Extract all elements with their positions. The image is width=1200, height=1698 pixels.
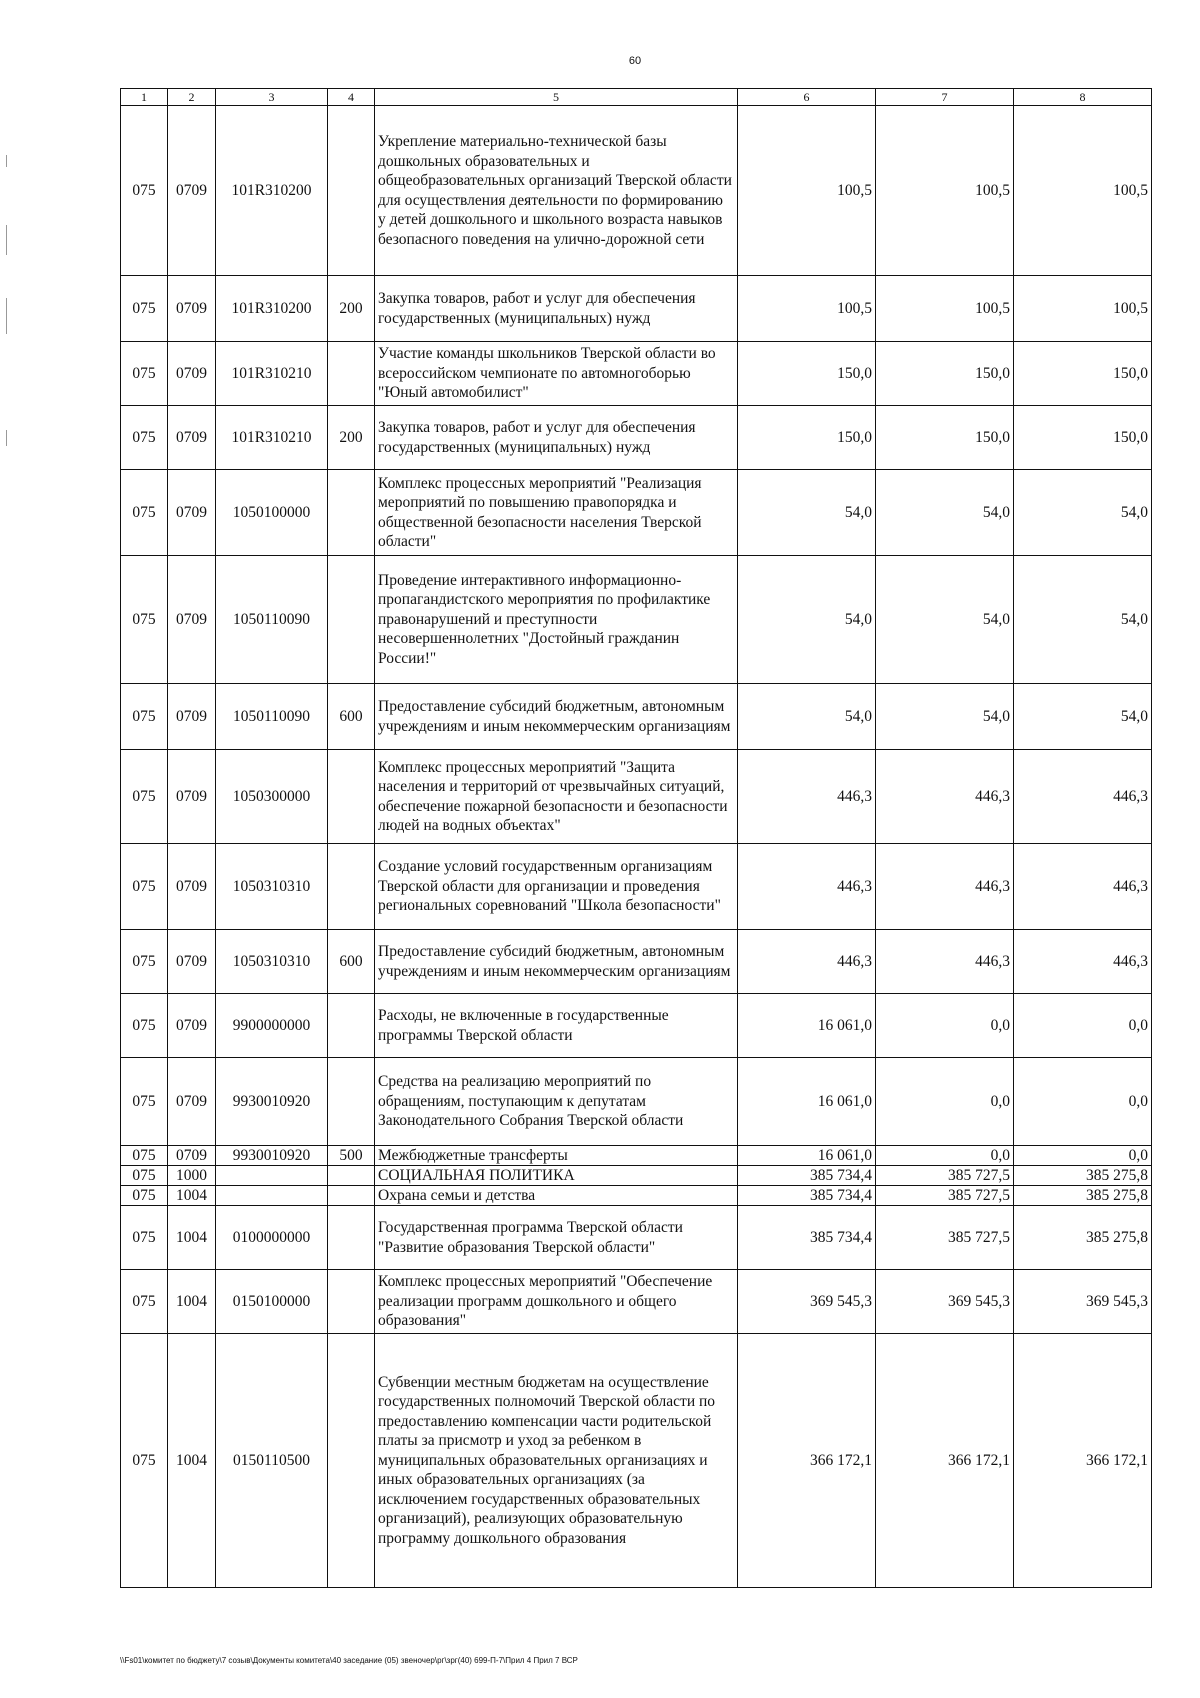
article-code bbox=[216, 1166, 328, 1186]
table-row bbox=[121, 1334, 1152, 1588]
section-code: 0709 bbox=[168, 342, 216, 406]
amount-year-3: 446,3 bbox=[1014, 750, 1152, 844]
table-row bbox=[121, 930, 1152, 994]
article-code: 1050310310 bbox=[216, 930, 328, 994]
amount-year-1: 100,5 bbox=[738, 106, 876, 276]
section-code: 0709 bbox=[168, 276, 216, 342]
expense-type-code bbox=[328, 994, 375, 1058]
article-code: 0150110500 bbox=[216, 1334, 328, 1588]
article-code: 1050110090 bbox=[216, 684, 328, 750]
column-header-2: 2 bbox=[168, 89, 216, 106]
column-number-row bbox=[121, 89, 1152, 106]
section-code: 0709 bbox=[168, 994, 216, 1058]
amount-year-1: 54,0 bbox=[738, 556, 876, 684]
expense-type-code bbox=[328, 1186, 375, 1206]
amount-year-1: 385 734,4 bbox=[738, 1186, 876, 1206]
section-code: 0709 bbox=[168, 556, 216, 684]
article-code: 9900000000 bbox=[216, 994, 328, 1058]
article-code: 101R310210 bbox=[216, 342, 328, 406]
amount-year-2: 446,3 bbox=[876, 844, 1014, 930]
row-name: Расходы, не включенные в государственные программы Тверской области bbox=[375, 994, 738, 1058]
amount-year-2: 100,5 bbox=[876, 276, 1014, 342]
amount-year-2: 446,3 bbox=[876, 930, 1014, 994]
amount-year-1: 16 061,0 bbox=[738, 1146, 876, 1166]
column-header-8: 8 bbox=[1014, 89, 1152, 106]
section-code: 0709 bbox=[168, 684, 216, 750]
amount-year-3: 446,3 bbox=[1014, 930, 1152, 994]
amount-year-3: 150,0 bbox=[1014, 406, 1152, 470]
section-code: 1004 bbox=[168, 1334, 216, 1588]
expense-type-code: 200 bbox=[328, 276, 375, 342]
ved-code: 075 bbox=[121, 930, 168, 994]
section-code: 1004 bbox=[168, 1206, 216, 1270]
article-code: 101R310200 bbox=[216, 106, 328, 276]
article-code: 9930010920 bbox=[216, 1058, 328, 1146]
row-name: Субвенции местным бюджетам на осуществление государственных полномочий Тверской области по предоставлению компенсации части родительской платы за присмотр и уход за ребенком в муниципальных образовательных организациях и иных образовательных организациях (за исключением государственных образовательных организаций), реализующих образовательную программу дошкольного образования bbox=[375, 1334, 738, 1588]
amount-year-2: 446,3 bbox=[876, 750, 1014, 844]
row-name: Комплекс процессных мероприятий "Обеспечение реализации программ дошкольного и общего образования" bbox=[375, 1270, 738, 1334]
table-row bbox=[121, 406, 1152, 470]
column-header-1: 1 bbox=[121, 89, 168, 106]
section-code: 0709 bbox=[168, 106, 216, 276]
row-name: Межбюджетные трансферты bbox=[375, 1146, 738, 1166]
amount-year-1: 446,3 bbox=[738, 844, 876, 930]
amount-year-1: 54,0 bbox=[738, 684, 876, 750]
article-code: 1050310310 bbox=[216, 844, 328, 930]
ved-code: 075 bbox=[121, 1186, 168, 1206]
section-code: 0709 bbox=[168, 930, 216, 994]
amount-year-2: 150,0 bbox=[876, 406, 1014, 470]
row-name: Предоставление субсидий бюджетным, автономным учреждениям и иным некоммерческим организациям bbox=[375, 684, 738, 750]
amount-year-2: 0,0 bbox=[876, 994, 1014, 1058]
expense-type-code bbox=[328, 470, 375, 556]
amount-year-2: 0,0 bbox=[876, 1146, 1014, 1166]
article-code: 0150100000 bbox=[216, 1270, 328, 1334]
amount-year-2: 369 545,3 bbox=[876, 1270, 1014, 1334]
article-code: 1050300000 bbox=[216, 750, 328, 844]
amount-year-3: 385 275,8 bbox=[1014, 1166, 1152, 1186]
section-code: 1000 bbox=[168, 1166, 216, 1186]
ved-code: 075 bbox=[121, 1166, 168, 1186]
amount-year-1: 385 734,4 bbox=[738, 1206, 876, 1270]
amount-year-1: 369 545,3 bbox=[738, 1270, 876, 1334]
ved-code: 075 bbox=[121, 342, 168, 406]
table-row bbox=[121, 342, 1152, 406]
expense-type-code bbox=[328, 1166, 375, 1186]
scan-margin-mark bbox=[6, 298, 7, 334]
amount-year-1: 150,0 bbox=[738, 406, 876, 470]
ved-code: 075 bbox=[121, 1270, 168, 1334]
ved-code: 075 bbox=[121, 994, 168, 1058]
amount-year-1: 366 172,1 bbox=[738, 1334, 876, 1588]
section-code: 0709 bbox=[168, 470, 216, 556]
scan-margin-mark bbox=[6, 430, 7, 446]
amount-year-2: 385 727,5 bbox=[876, 1186, 1014, 1206]
amount-year-3: 369 545,3 bbox=[1014, 1270, 1152, 1334]
footer-file-path: \\Fs01\комитет по бюджету\7 созыв\Документы комитета\40 заседание (05) звеночер\рг\зрг(40) 699-П-7\Прил 4 Прил 7 ВСР bbox=[120, 1656, 578, 1665]
row-name: Закупка товаров, работ и услуг для обеспечения государственных (муниципальных) нужд bbox=[375, 276, 738, 342]
column-header-4: 4 bbox=[328, 89, 375, 106]
ved-code: 075 bbox=[121, 1206, 168, 1270]
article-code bbox=[216, 1186, 328, 1206]
article-code: 101R310210 bbox=[216, 406, 328, 470]
table-row bbox=[121, 1206, 1152, 1270]
expense-type-code bbox=[328, 106, 375, 276]
expense-type-code: 200 bbox=[328, 406, 375, 470]
table-row bbox=[121, 556, 1152, 684]
section-code: 0709 bbox=[168, 1146, 216, 1166]
ved-code: 075 bbox=[121, 1334, 168, 1588]
section-code: 1004 bbox=[168, 1186, 216, 1206]
amount-year-3: 0,0 bbox=[1014, 994, 1152, 1058]
table-row bbox=[121, 1146, 1152, 1166]
column-header-7: 7 bbox=[876, 89, 1014, 106]
amount-year-3: 446,3 bbox=[1014, 844, 1152, 930]
amount-year-1: 16 061,0 bbox=[738, 1058, 876, 1146]
ved-code: 075 bbox=[121, 684, 168, 750]
section-code: 0709 bbox=[168, 844, 216, 930]
table-row bbox=[121, 994, 1152, 1058]
amount-year-3: 385 275,8 bbox=[1014, 1206, 1152, 1270]
table-row bbox=[121, 1186, 1152, 1206]
expense-type-code bbox=[328, 1334, 375, 1588]
column-header-3: 3 bbox=[216, 89, 328, 106]
amount-year-3: 100,5 bbox=[1014, 106, 1152, 276]
ved-code: 075 bbox=[121, 1058, 168, 1146]
amount-year-2: 100,5 bbox=[876, 106, 1014, 276]
amount-year-3: 150,0 bbox=[1014, 342, 1152, 406]
amount-year-3: 366 172,1 bbox=[1014, 1334, 1152, 1588]
table-row bbox=[121, 1166, 1152, 1186]
table-row bbox=[121, 1058, 1152, 1146]
row-name: Проведение интерактивного информационно-пропагандистского мероприятия по профилактике правонарушений и преступности несовершеннолетних "Достойный гражданин России!" bbox=[375, 556, 738, 684]
expense-type-code bbox=[328, 342, 375, 406]
amount-year-3: 54,0 bbox=[1014, 556, 1152, 684]
row-name: Укрепление материально-технической базы дошкольных образовательных и общеобразовательных организаций Тверской области для осуществления деятельности по формированию у детей дошкольного и школьного возраста навыков безопасного поведения на улично-дорожной сети bbox=[375, 106, 738, 276]
amount-year-1: 446,3 bbox=[738, 750, 876, 844]
section-code: 0709 bbox=[168, 406, 216, 470]
scan-margin-mark bbox=[6, 155, 7, 167]
expense-type-code: 500 bbox=[328, 1146, 375, 1166]
section-code: 0709 bbox=[168, 1058, 216, 1146]
ved-code: 075 bbox=[121, 750, 168, 844]
amount-year-1: 100,5 bbox=[738, 276, 876, 342]
amount-year-3: 54,0 bbox=[1014, 684, 1152, 750]
table-row bbox=[121, 750, 1152, 844]
article-code: 101R310200 bbox=[216, 276, 328, 342]
table-row bbox=[121, 1270, 1152, 1334]
amount-year-1: 54,0 bbox=[738, 470, 876, 556]
scan-margin-mark bbox=[6, 225, 7, 255]
expense-type-code: 600 bbox=[328, 684, 375, 750]
expense-type-code: 600 bbox=[328, 930, 375, 994]
amount-year-1: 16 061,0 bbox=[738, 994, 876, 1058]
amount-year-2: 150,0 bbox=[876, 342, 1014, 406]
section-code: 0709 bbox=[168, 750, 216, 844]
budget-table bbox=[120, 88, 1152, 1588]
table-row bbox=[121, 106, 1152, 276]
expense-type-code bbox=[328, 1206, 375, 1270]
row-name: Закупка товаров, работ и услуг для обеспечения государственных (муниципальных) нужд bbox=[375, 406, 738, 470]
row-name: Средства на реализацию мероприятий по обращениям, поступающим к депутатам Законодательного Собрания Тверской области bbox=[375, 1058, 738, 1146]
ved-code: 075 bbox=[121, 844, 168, 930]
amount-year-2: 54,0 bbox=[876, 684, 1014, 750]
amount-year-3: 100,5 bbox=[1014, 276, 1152, 342]
amount-year-1: 446,3 bbox=[738, 930, 876, 994]
ved-code: 075 bbox=[121, 1146, 168, 1166]
table-row bbox=[121, 684, 1152, 750]
amount-year-1: 150,0 bbox=[738, 342, 876, 406]
amount-year-2: 54,0 bbox=[876, 556, 1014, 684]
page-number: 60 bbox=[628, 55, 642, 67]
row-name: Комплекс процессных мероприятий "Реализация мероприятий по повышению правопорядка и общественной безопасности населения Тверской области" bbox=[375, 470, 738, 556]
amount-year-2: 0,0 bbox=[876, 1058, 1014, 1146]
ved-code: 075 bbox=[121, 556, 168, 684]
ved-code: 075 bbox=[121, 276, 168, 342]
expense-type-code bbox=[328, 1058, 375, 1146]
expense-type-code bbox=[328, 750, 375, 844]
row-name: СОЦИАЛЬНАЯ ПОЛИТИКА bbox=[375, 1166, 738, 1186]
ved-code: 075 bbox=[121, 406, 168, 470]
amount-year-3: 0,0 bbox=[1014, 1058, 1152, 1146]
row-name: Создание условий государственным организациям Тверской области для организации и проведения региональных соревнований "Школа безопасности" bbox=[375, 844, 738, 930]
amount-year-2: 385 727,5 bbox=[876, 1166, 1014, 1186]
amount-year-1: 385 734,4 bbox=[738, 1166, 876, 1186]
section-code: 1004 bbox=[168, 1270, 216, 1334]
table-row bbox=[121, 470, 1152, 556]
amount-year-2: 366 172,1 bbox=[876, 1334, 1014, 1588]
row-name: Участие команды школьников Тверской области во всероссийском чемпионате по автомногоборью "Юный автомобилист" bbox=[375, 342, 738, 406]
ved-code: 075 bbox=[121, 470, 168, 556]
row-name: Государственная программа Тверской области "Развитие образования Тверской области" bbox=[375, 1206, 738, 1270]
row-name: Предоставление субсидий бюджетным, автономным учреждениям и иным некоммерческим организациям bbox=[375, 930, 738, 994]
article-code: 1050100000 bbox=[216, 470, 328, 556]
amount-year-3: 54,0 bbox=[1014, 470, 1152, 556]
article-code: 0100000000 bbox=[216, 1206, 328, 1270]
expense-type-code bbox=[328, 1270, 375, 1334]
article-code: 9930010920 bbox=[216, 1146, 328, 1166]
expense-type-code bbox=[328, 556, 375, 684]
expense-type-code bbox=[328, 844, 375, 930]
row-name: Комплекс процессных мероприятий "Защита населения и территорий от чрезвычайных ситуаций, обеспечение пожарной безопасности и безопасности людей на водных объектах" bbox=[375, 750, 738, 844]
ved-code: 075 bbox=[121, 106, 168, 276]
amount-year-3: 385 275,8 bbox=[1014, 1186, 1152, 1206]
amount-year-2: 54,0 bbox=[876, 470, 1014, 556]
amount-year-3: 0,0 bbox=[1014, 1146, 1152, 1166]
row-name: Охрана семьи и детства bbox=[375, 1186, 738, 1206]
amount-year-2: 385 727,5 bbox=[876, 1206, 1014, 1270]
article-code: 1050110090 bbox=[216, 556, 328, 684]
column-header-5: 5 bbox=[375, 89, 738, 106]
table-row bbox=[121, 844, 1152, 930]
column-header-6: 6 bbox=[738, 89, 876, 106]
table-row bbox=[121, 276, 1152, 342]
